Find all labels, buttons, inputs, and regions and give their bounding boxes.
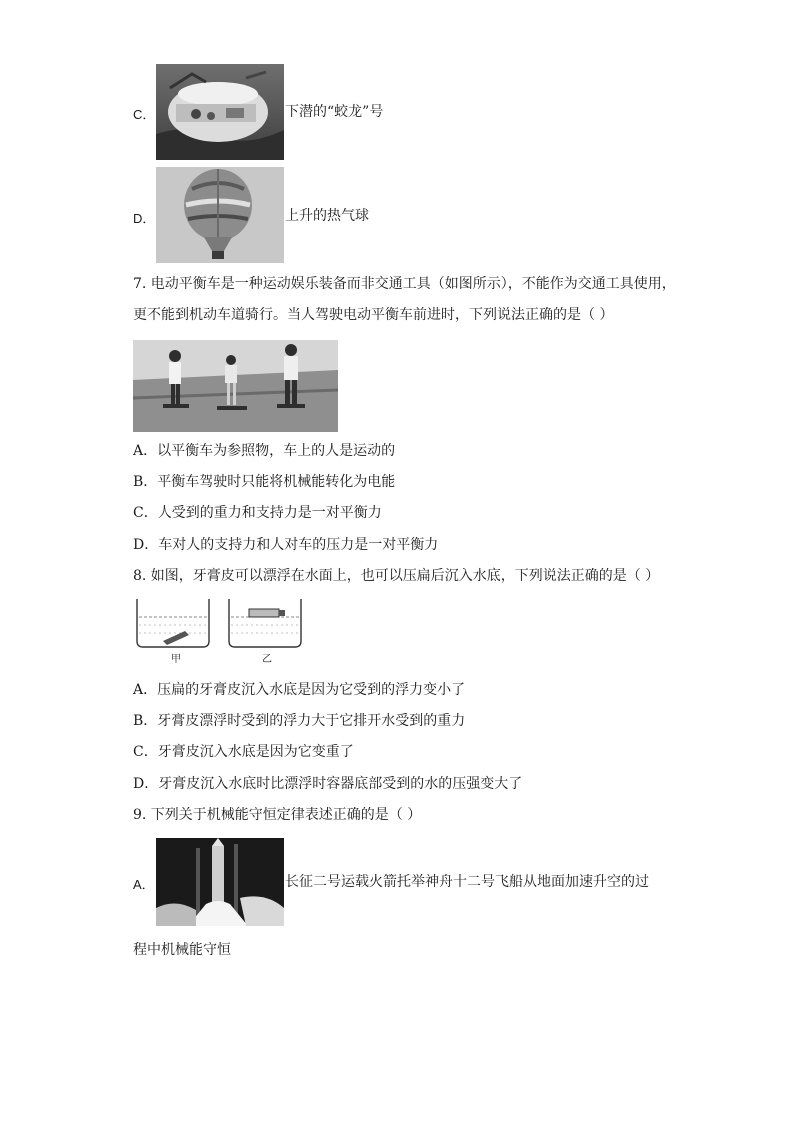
hot-air-balloon-photo-icon <box>156 167 284 263</box>
q8-option-d: D．牙膏皮沉入水底时比漂浮时容器底部受到的水的压强变大了 <box>133 776 523 792</box>
q8-option-b: B．牙膏皮漂浮时受到的浮力大于它排开水受到的重力 <box>133 713 466 729</box>
q7-option-d: D．车对人的支持力和人对车的压力是一对平衡力 <box>133 537 439 553</box>
submarine-photo-icon <box>156 64 284 160</box>
q6-option-c-text: 下潜的“蛟龙”号 <box>285 104 384 120</box>
q6-option-d-letter: D． <box>133 211 156 226</box>
q9-stem: 9. 下列关于机械能守恒定律表述正确的是（ ） <box>133 807 422 823</box>
q6-option-c-letter: C． <box>133 107 156 122</box>
q9-option-a-text-line1: 长征二号运载火箭托举神舟十二号飞船从地面加速升空的过 <box>285 874 649 890</box>
q9-option-a-text-line2: 程中机械能守恒 <box>133 942 231 958</box>
q7-option-a: A．以平衡车为参照物，车上的人是运动的 <box>133 443 396 459</box>
q7-stem-line2: 更不能到机动车道骑行。当人驾驶电动平衡车前进时，下列说法正确的是（ ） <box>133 307 614 323</box>
q7-stem-line1: 7. 电动平衡车是一种运动娱乐装备而非交通工具（如图所示），不能作为交通工具使用， <box>133 276 676 292</box>
q8-option-c: C．牙膏皮沉入水底是因为它变重了 <box>133 744 354 760</box>
q6-option-d-text: 上升的热气球 <box>285 208 369 224</box>
q7-option-c: C．人受到的重力和支持力是一对平衡力 <box>133 505 382 521</box>
rocket-launch-photo-icon <box>156 838 284 926</box>
balance-scooter-riders-photo-icon <box>133 340 338 432</box>
q8-figure-label-left: 甲 <box>171 654 181 665</box>
q8-stem: 8. 如图，牙膏皮可以漂浮在水面上，也可以压扁后沉入水底，下列说法正确的是（ ） <box>133 568 660 584</box>
toothpaste-beakers-figure <box>133 597 313 665</box>
q8-option-a: A．压扁的牙膏皮沉入水底是因为它受到的浮力变小了 <box>133 682 466 698</box>
q8-figure-label-right: 乙 <box>262 654 272 665</box>
q9-option-a-letter: A． <box>133 877 155 892</box>
q7-option-b: B．平衡车驾驶时只能将机械能转化为电能 <box>133 474 396 490</box>
